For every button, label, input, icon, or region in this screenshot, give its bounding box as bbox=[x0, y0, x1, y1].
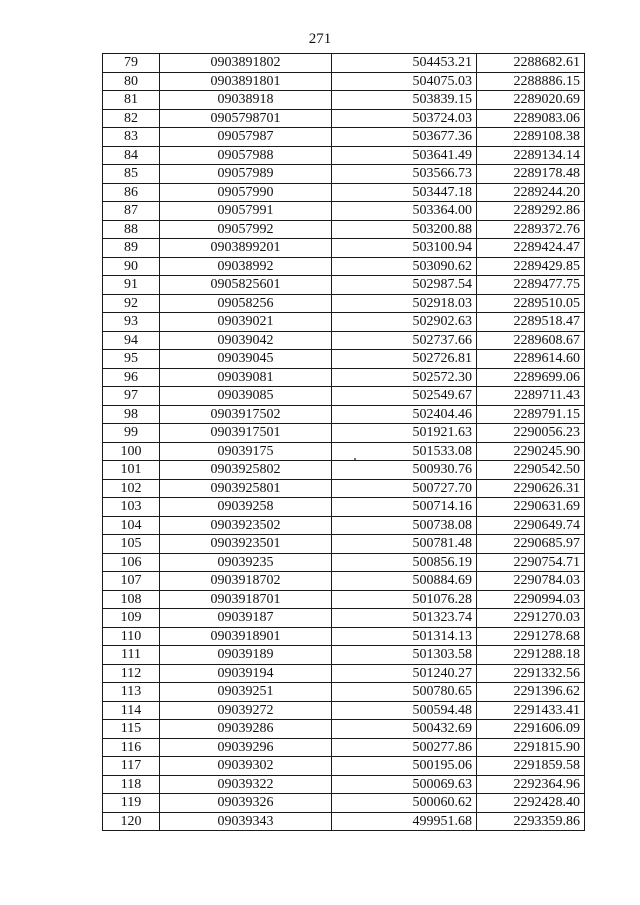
y-coordinate-cell: 2289424.47 bbox=[477, 239, 585, 258]
point-id-cell: 09057988 bbox=[160, 146, 332, 165]
point-id-cell: 09039021 bbox=[160, 313, 332, 332]
point-id-cell: 0903891801 bbox=[160, 72, 332, 91]
row-number-cell: 79 bbox=[103, 54, 160, 73]
point-id-cell: 0903918901 bbox=[160, 627, 332, 646]
coordinates-table bbox=[102, 53, 585, 831]
table-row bbox=[103, 405, 585, 424]
row-number-cell: 83 bbox=[103, 128, 160, 147]
x-coordinate-cell: 502404.46 bbox=[332, 405, 477, 424]
table-row bbox=[103, 313, 585, 332]
page-number: 271 bbox=[308, 31, 332, 47]
table-row bbox=[103, 609, 585, 628]
y-coordinate-cell: 2290626.31 bbox=[477, 479, 585, 498]
row-number-cell: 96 bbox=[103, 368, 160, 387]
y-coordinate-cell: 2289134.14 bbox=[477, 146, 585, 165]
x-coordinate-cell: 501076.28 bbox=[332, 590, 477, 609]
x-coordinate-cell: 503641.49 bbox=[332, 146, 477, 165]
row-number-cell: 80 bbox=[103, 72, 160, 91]
x-coordinate-cell: 501314.13 bbox=[332, 627, 477, 646]
table-row bbox=[103, 553, 585, 572]
table-row bbox=[103, 109, 585, 128]
x-coordinate-cell: 502549.67 bbox=[332, 387, 477, 406]
y-coordinate-cell: 2289178.48 bbox=[477, 165, 585, 184]
point-id-cell: 09039286 bbox=[160, 720, 332, 739]
table-row bbox=[103, 239, 585, 258]
point-id-cell: 09057989 bbox=[160, 165, 332, 184]
y-coordinate-cell: 2290685.97 bbox=[477, 535, 585, 554]
table-row bbox=[103, 54, 585, 73]
table-row bbox=[103, 664, 585, 683]
row-number-cell: 120 bbox=[103, 812, 160, 831]
row-number-cell: 100 bbox=[103, 442, 160, 461]
row-number-cell: 102 bbox=[103, 479, 160, 498]
row-number-cell: 110 bbox=[103, 627, 160, 646]
y-coordinate-cell: 2290245.90 bbox=[477, 442, 585, 461]
x-coordinate-cell: 503100.94 bbox=[332, 239, 477, 258]
x-coordinate-cell: 504453.21 bbox=[332, 54, 477, 73]
row-number-cell: 111 bbox=[103, 646, 160, 665]
x-coordinate-cell: 502902.63 bbox=[332, 313, 477, 332]
row-number-cell: 108 bbox=[103, 590, 160, 609]
x-coordinate-cell: 501533.08 bbox=[332, 442, 477, 461]
x-coordinate-cell: 502987.54 bbox=[332, 276, 477, 295]
row-number-cell: 98 bbox=[103, 405, 160, 424]
row-number-cell: 89 bbox=[103, 239, 160, 258]
y-coordinate-cell: 2289108.38 bbox=[477, 128, 585, 147]
table-row bbox=[103, 442, 585, 461]
row-number-cell: 109 bbox=[103, 609, 160, 628]
table-row bbox=[103, 294, 585, 313]
point-id-cell: 09039302 bbox=[160, 757, 332, 776]
y-coordinate-cell: 2290994.03 bbox=[477, 590, 585, 609]
table-row bbox=[103, 479, 585, 498]
row-number-cell: 85 bbox=[103, 165, 160, 184]
row-number-cell: 90 bbox=[103, 257, 160, 276]
row-number-cell: 107 bbox=[103, 572, 160, 591]
x-coordinate-cell: 503566.73 bbox=[332, 165, 477, 184]
point-id-cell: 09039045 bbox=[160, 350, 332, 369]
point-id-cell: 0903891802 bbox=[160, 54, 332, 73]
table-row bbox=[103, 257, 585, 276]
x-coordinate-cell: 501240.27 bbox=[332, 664, 477, 683]
point-id-cell: 0903918702 bbox=[160, 572, 332, 591]
point-id-cell: 0903918701 bbox=[160, 590, 332, 609]
table-row bbox=[103, 646, 585, 665]
x-coordinate-cell: 503364.00 bbox=[332, 202, 477, 221]
table-row bbox=[103, 757, 585, 776]
point-id-cell: 09057992 bbox=[160, 220, 332, 239]
point-id-cell: 09058256 bbox=[160, 294, 332, 313]
row-number-cell: 94 bbox=[103, 331, 160, 350]
x-coordinate-cell: 502726.81 bbox=[332, 350, 477, 369]
table-row bbox=[103, 572, 585, 591]
y-coordinate-cell: 2289372.76 bbox=[477, 220, 585, 239]
table-row bbox=[103, 590, 585, 609]
table-row bbox=[103, 701, 585, 720]
point-id-cell: 09039235 bbox=[160, 553, 332, 572]
y-coordinate-cell: 2292364.96 bbox=[477, 775, 585, 794]
point-id-cell: 0903925802 bbox=[160, 461, 332, 480]
x-coordinate-cell: 500432.69 bbox=[332, 720, 477, 739]
table-row bbox=[103, 683, 585, 702]
row-number-cell: 115 bbox=[103, 720, 160, 739]
y-coordinate-cell: 2289477.75 bbox=[477, 276, 585, 295]
y-coordinate-cell: 2292428.40 bbox=[477, 794, 585, 813]
y-coordinate-cell: 2289020.69 bbox=[477, 91, 585, 110]
x-coordinate-cell: 502918.03 bbox=[332, 294, 477, 313]
table-row bbox=[103, 91, 585, 110]
point-id-cell: 0903917501 bbox=[160, 424, 332, 443]
table-row bbox=[103, 424, 585, 443]
y-coordinate-cell: 2289791.15 bbox=[477, 405, 585, 424]
x-coordinate-cell: 500738.08 bbox=[332, 516, 477, 535]
y-coordinate-cell: 2290649.74 bbox=[477, 516, 585, 535]
point-id-cell: 0903923501 bbox=[160, 535, 332, 554]
x-coordinate-cell: 500594.48 bbox=[332, 701, 477, 720]
point-id-cell: 09039175 bbox=[160, 442, 332, 461]
y-coordinate-cell: 2290056.23 bbox=[477, 424, 585, 443]
row-number-cell: 117 bbox=[103, 757, 160, 776]
table-row bbox=[103, 794, 585, 813]
y-coordinate-cell: 2288886.15 bbox=[477, 72, 585, 91]
table-row bbox=[103, 812, 585, 831]
table-row bbox=[103, 461, 585, 480]
row-number-cell: 119 bbox=[103, 794, 160, 813]
point-id-cell: 09039189 bbox=[160, 646, 332, 665]
point-id-cell: 09039187 bbox=[160, 609, 332, 628]
y-coordinate-cell: 2291278.68 bbox=[477, 627, 585, 646]
x-coordinate-cell: 504075.03 bbox=[332, 72, 477, 91]
table-row bbox=[103, 516, 585, 535]
point-id-cell: 0903925801 bbox=[160, 479, 332, 498]
point-id-cell: 0903917502 bbox=[160, 405, 332, 424]
row-number-cell: 118 bbox=[103, 775, 160, 794]
point-id-cell: 0905798701 bbox=[160, 109, 332, 128]
point-id-cell: 09038992 bbox=[160, 257, 332, 276]
y-coordinate-cell: 2291396.62 bbox=[477, 683, 585, 702]
point-id-cell: 09039042 bbox=[160, 331, 332, 350]
table-row bbox=[103, 165, 585, 184]
point-id-cell: 09039194 bbox=[160, 664, 332, 683]
point-id-cell: 09039085 bbox=[160, 387, 332, 406]
row-number-cell: 87 bbox=[103, 202, 160, 221]
y-coordinate-cell: 2291288.18 bbox=[477, 646, 585, 665]
table-row bbox=[103, 220, 585, 239]
point-id-cell: 09057987 bbox=[160, 128, 332, 147]
table-row bbox=[103, 498, 585, 517]
row-number-cell: 95 bbox=[103, 350, 160, 369]
x-coordinate-cell: 501323.74 bbox=[332, 609, 477, 628]
row-number-cell: 106 bbox=[103, 553, 160, 572]
x-coordinate-cell: 503839.15 bbox=[332, 91, 477, 110]
row-number-cell: 92 bbox=[103, 294, 160, 313]
table-row bbox=[103, 202, 585, 221]
table-row bbox=[103, 738, 585, 757]
row-number-cell: 91 bbox=[103, 276, 160, 295]
y-coordinate-cell: 2289699.06 bbox=[477, 368, 585, 387]
point-id-cell: 09039258 bbox=[160, 498, 332, 517]
table-row bbox=[103, 128, 585, 147]
row-number-cell: 101 bbox=[103, 461, 160, 480]
scan-speck bbox=[354, 458, 356, 460]
x-coordinate-cell: 501303.58 bbox=[332, 646, 477, 665]
x-coordinate-cell: 503200.88 bbox=[332, 220, 477, 239]
table-row bbox=[103, 183, 585, 202]
row-number-cell: 82 bbox=[103, 109, 160, 128]
point-id-cell: 09039081 bbox=[160, 368, 332, 387]
table-row bbox=[103, 368, 585, 387]
x-coordinate-cell: 503447.18 bbox=[332, 183, 477, 202]
point-id-cell: 09039272 bbox=[160, 701, 332, 720]
x-coordinate-cell: 499951.68 bbox=[332, 812, 477, 831]
x-coordinate-cell: 500727.70 bbox=[332, 479, 477, 498]
row-number-cell: 116 bbox=[103, 738, 160, 757]
x-coordinate-cell: 503090.62 bbox=[332, 257, 477, 276]
row-number-cell: 112 bbox=[103, 664, 160, 683]
y-coordinate-cell: 2289711.43 bbox=[477, 387, 585, 406]
x-coordinate-cell: 501921.63 bbox=[332, 424, 477, 443]
point-id-cell: 0903899201 bbox=[160, 239, 332, 258]
y-coordinate-cell: 2291606.09 bbox=[477, 720, 585, 739]
x-coordinate-cell: 500060.62 bbox=[332, 794, 477, 813]
y-coordinate-cell: 2289608.67 bbox=[477, 331, 585, 350]
table-row bbox=[103, 775, 585, 794]
x-coordinate-cell: 502737.66 bbox=[332, 331, 477, 350]
x-coordinate-cell: 500277.86 bbox=[332, 738, 477, 757]
point-id-cell: 09039343 bbox=[160, 812, 332, 831]
table-row bbox=[103, 350, 585, 369]
coordinates-table-body bbox=[103, 54, 585, 831]
y-coordinate-cell: 2289510.05 bbox=[477, 294, 585, 313]
table-row bbox=[103, 276, 585, 295]
x-coordinate-cell: 500856.19 bbox=[332, 553, 477, 572]
table-row bbox=[103, 720, 585, 739]
row-number-cell: 88 bbox=[103, 220, 160, 239]
point-id-cell: 09039296 bbox=[160, 738, 332, 757]
y-coordinate-cell: 2291859.58 bbox=[477, 757, 585, 776]
y-coordinate-cell: 2290542.50 bbox=[477, 461, 585, 480]
point-id-cell: 0905825601 bbox=[160, 276, 332, 295]
point-id-cell: 09038918 bbox=[160, 91, 332, 110]
y-coordinate-cell: 2288682.61 bbox=[477, 54, 585, 73]
x-coordinate-cell: 502572.30 bbox=[332, 368, 477, 387]
x-coordinate-cell: 500780.65 bbox=[332, 683, 477, 702]
x-coordinate-cell: 500781.48 bbox=[332, 535, 477, 554]
x-coordinate-cell: 500714.16 bbox=[332, 498, 477, 517]
y-coordinate-cell: 2289518.47 bbox=[477, 313, 585, 332]
y-coordinate-cell: 2293359.86 bbox=[477, 812, 585, 831]
row-number-cell: 99 bbox=[103, 424, 160, 443]
table-row bbox=[103, 627, 585, 646]
table-row bbox=[103, 72, 585, 91]
table-row bbox=[103, 146, 585, 165]
point-id-cell: 09057990 bbox=[160, 183, 332, 202]
y-coordinate-cell: 2289083.06 bbox=[477, 109, 585, 128]
row-number-cell: 84 bbox=[103, 146, 160, 165]
y-coordinate-cell: 2289614.60 bbox=[477, 350, 585, 369]
row-number-cell: 97 bbox=[103, 387, 160, 406]
x-coordinate-cell: 500195.06 bbox=[332, 757, 477, 776]
x-coordinate-cell: 500930.76 bbox=[332, 461, 477, 480]
y-coordinate-cell: 2290784.03 bbox=[477, 572, 585, 591]
row-number-cell: 103 bbox=[103, 498, 160, 517]
row-number-cell: 113 bbox=[103, 683, 160, 702]
point-id-cell: 09039326 bbox=[160, 794, 332, 813]
table-row bbox=[103, 331, 585, 350]
y-coordinate-cell: 2289292.86 bbox=[477, 202, 585, 221]
y-coordinate-cell: 2290754.71 bbox=[477, 553, 585, 572]
y-coordinate-cell: 2291332.56 bbox=[477, 664, 585, 683]
y-coordinate-cell: 2291433.41 bbox=[477, 701, 585, 720]
row-number-cell: 104 bbox=[103, 516, 160, 535]
y-coordinate-cell: 2290631.69 bbox=[477, 498, 585, 517]
row-number-cell: 93 bbox=[103, 313, 160, 332]
point-id-cell: 0903923502 bbox=[160, 516, 332, 535]
point-id-cell: 09039251 bbox=[160, 683, 332, 702]
x-coordinate-cell: 503724.03 bbox=[332, 109, 477, 128]
table-row bbox=[103, 535, 585, 554]
y-coordinate-cell: 2291270.03 bbox=[477, 609, 585, 628]
point-id-cell: 09039322 bbox=[160, 775, 332, 794]
row-number-cell: 81 bbox=[103, 91, 160, 110]
point-id-cell: 09057991 bbox=[160, 202, 332, 221]
table-row bbox=[103, 387, 585, 406]
x-coordinate-cell: 503677.36 bbox=[332, 128, 477, 147]
row-number-cell: 86 bbox=[103, 183, 160, 202]
row-number-cell: 105 bbox=[103, 535, 160, 554]
y-coordinate-cell: 2291815.90 bbox=[477, 738, 585, 757]
x-coordinate-cell: 500069.63 bbox=[332, 775, 477, 794]
x-coordinate-cell: 500884.69 bbox=[332, 572, 477, 591]
y-coordinate-cell: 2289429.85 bbox=[477, 257, 585, 276]
y-coordinate-cell: 2289244.20 bbox=[477, 183, 585, 202]
row-number-cell: 114 bbox=[103, 701, 160, 720]
